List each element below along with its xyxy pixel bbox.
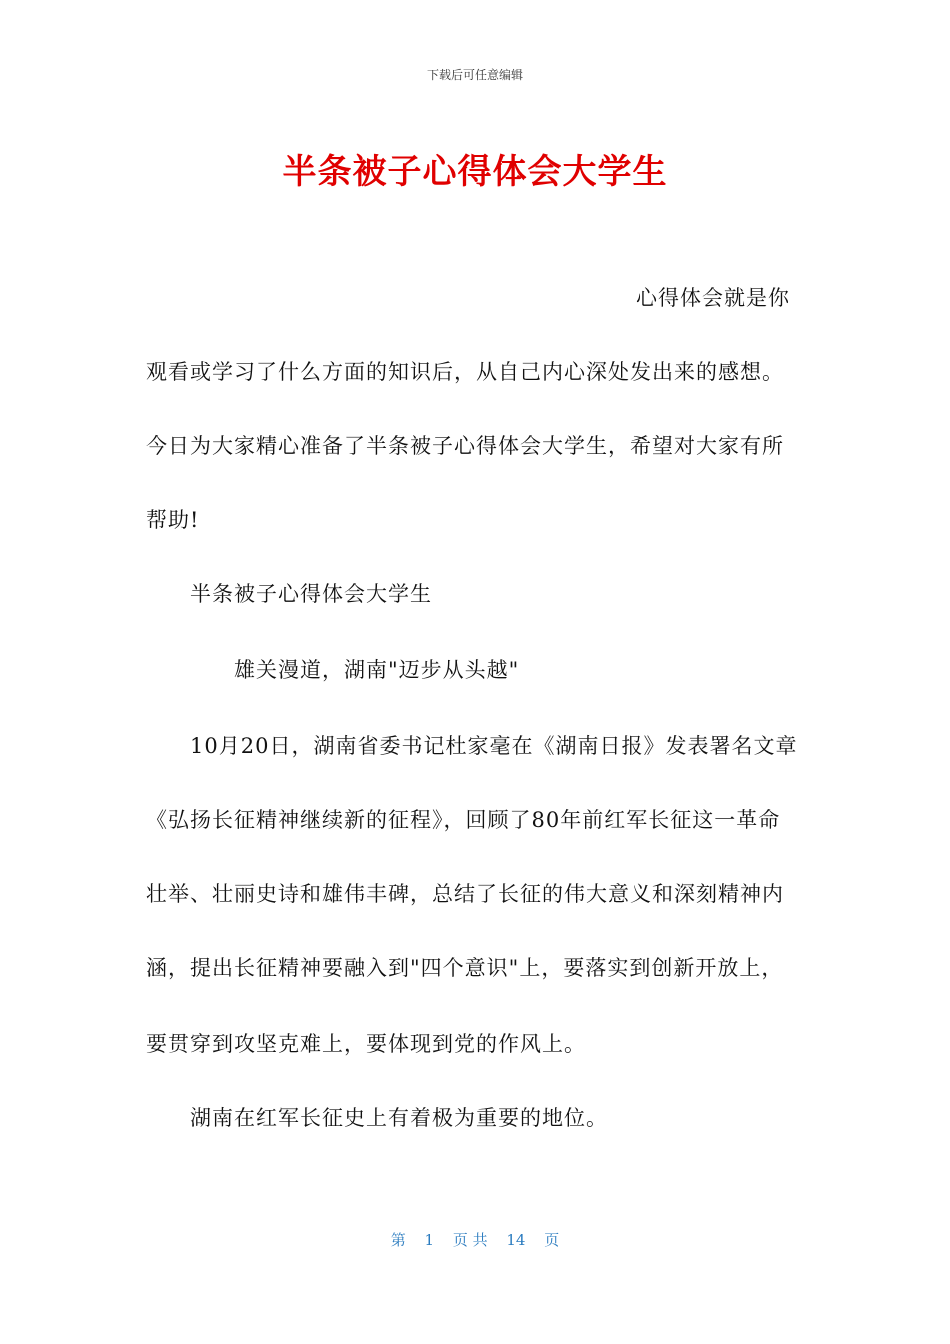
body-line-7: 壮举、壮丽史诗和雄伟丰碑，总结了长征的伟大意义和深刻精神内 xyxy=(146,882,784,906)
header-note: 下载后可任意编辑 xyxy=(426,68,523,82)
article-subtitle: 雄关漫道，湖南"迈步从头越" xyxy=(234,658,520,682)
document-title: 半条被子心得体会大学生 xyxy=(282,152,668,192)
body-line-9: 要贯穿到攻坚克难上，要体现到党的作风上。 xyxy=(146,1032,586,1056)
body-line-6: 《弘扬长征精神继续新的征程》，回顾了80年前红军长征这一革命 xyxy=(146,808,781,832)
page-footer xyxy=(0,1229,950,1250)
body-line-1: 心得体会就是你 xyxy=(636,286,790,310)
body-line-2: 观看或学习了什么方面的知识后，从自己内心深处发出来的感想。 xyxy=(146,360,784,384)
body-line-3: 今日为大家精心准备了半条被子心得体会大学生，希望对大家有所 xyxy=(146,434,784,458)
body-line-5: 10月20日，湖南省委书记杜家毫在《湖南日报》发表署名文章 xyxy=(190,734,798,758)
body-line-8: 涵，提出长征精神要融入到"四个意识"上，要落实到创新开放上， xyxy=(146,956,784,980)
body-line-4: 帮助! xyxy=(146,508,200,532)
section-heading: 半条被子心得体会大学生 xyxy=(190,582,432,606)
footer-middle: 页 共 xyxy=(452,1231,488,1249)
footer-current-page: 1 xyxy=(424,1231,435,1249)
footer-suffix: 页 xyxy=(544,1231,560,1249)
footer-total-pages: 14 xyxy=(506,1231,526,1249)
footer-prefix: 第 xyxy=(390,1231,406,1249)
body-line-10: 湖南在红军长征史上有着极为重要的地位。 xyxy=(190,1106,608,1130)
